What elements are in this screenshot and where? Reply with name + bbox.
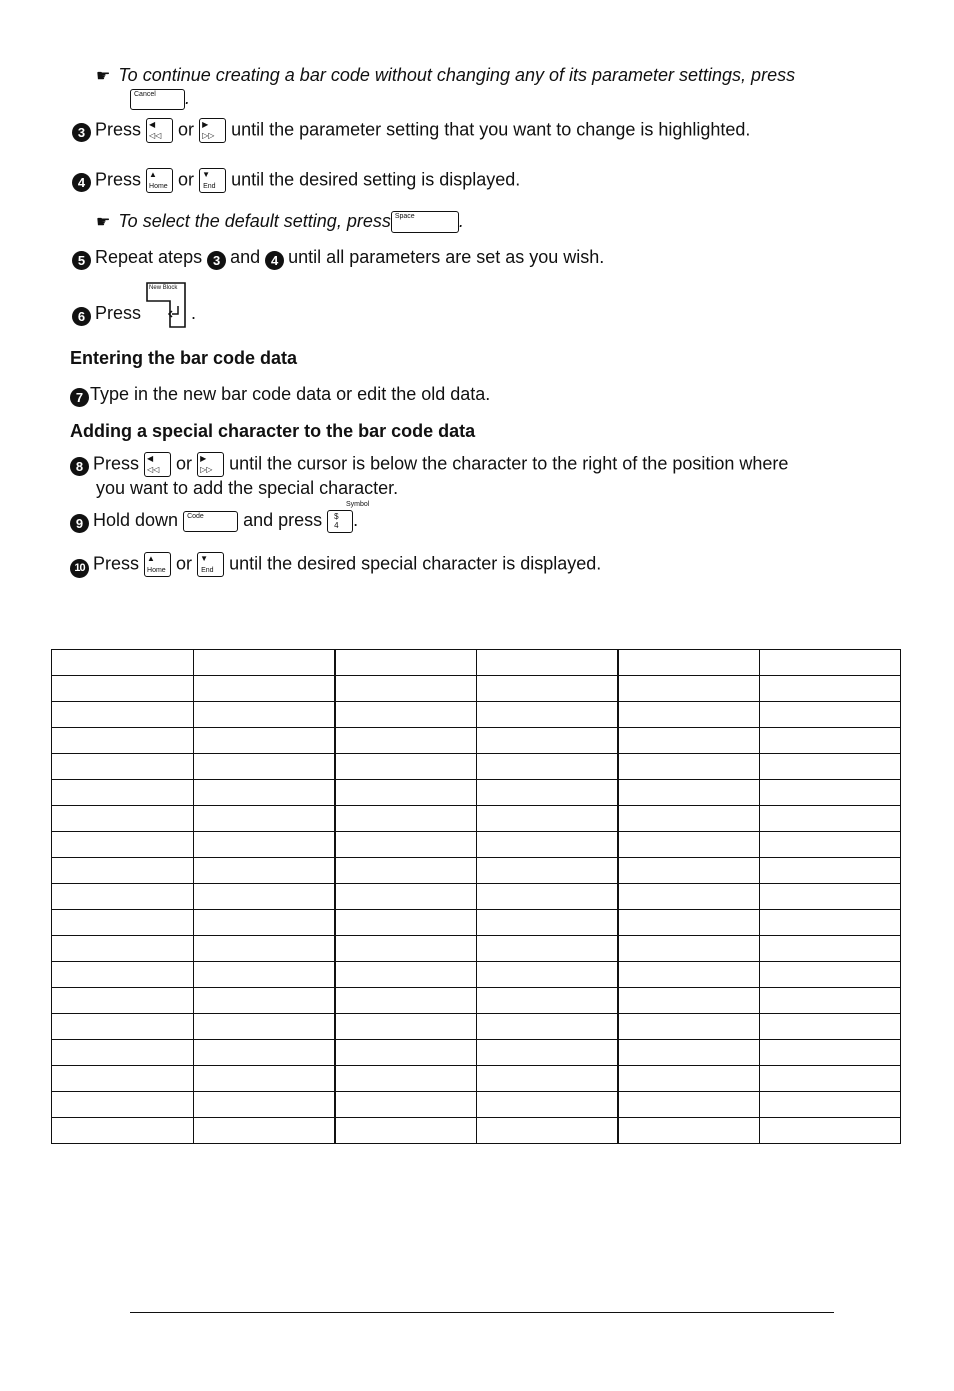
note-continue-text: To continue creating a bar code without changing any of its parameter settings, press	[118, 65, 796, 85]
table-cell	[193, 780, 335, 806]
down-end-key-icon: ▼ End	[197, 552, 224, 577]
table-cell	[476, 1118, 618, 1144]
table-cell	[335, 806, 477, 832]
table-cell	[759, 1092, 901, 1118]
table-cell	[193, 936, 335, 962]
table-row	[52, 910, 901, 936]
table-row	[52, 1066, 901, 1092]
table-row	[52, 754, 901, 780]
table-cell	[52, 936, 194, 962]
table-cell	[335, 884, 477, 910]
right-arrow-key-icon: ▶ ▷▷	[199, 118, 226, 143]
table-row	[52, 936, 901, 962]
table-cell	[476, 650, 618, 676]
table-cell	[335, 676, 477, 702]
table-cell	[618, 1118, 760, 1144]
table-row	[52, 832, 901, 858]
table-cell	[193, 676, 335, 702]
table-cell	[618, 754, 760, 780]
step-reference: 3	[207, 251, 226, 270]
step-number: 9	[70, 514, 89, 533]
table-row	[52, 728, 901, 754]
table-cell	[618, 806, 760, 832]
table-cell	[335, 1040, 477, 1066]
table-cell	[476, 1066, 618, 1092]
table-cell	[193, 1092, 335, 1118]
table-cell	[476, 754, 618, 780]
step-number: 3	[72, 123, 91, 142]
right-arrow-key-icon: ▶ ▷▷	[197, 452, 224, 477]
table-cell	[335, 1066, 477, 1092]
table-cell	[476, 962, 618, 988]
table-cell	[476, 1092, 618, 1118]
step-3: 3 Press ◀ ◁◁ or ▶ ▷▷ until the parameter setting that you want to change is highlighted.	[72, 118, 750, 143]
table-cell	[759, 702, 901, 728]
table-row	[52, 988, 901, 1014]
table-cell	[335, 702, 477, 728]
table-row	[52, 962, 901, 988]
table-cell	[52, 884, 194, 910]
table-cell	[759, 858, 901, 884]
table-cell	[52, 702, 194, 728]
table-cell	[335, 1014, 477, 1040]
section-heading-entering: Entering the bar code data	[70, 348, 298, 368]
table-cell	[476, 936, 618, 962]
table-cell	[476, 780, 618, 806]
table-cell	[476, 884, 618, 910]
table-cell	[759, 988, 901, 1014]
table-row	[52, 1014, 901, 1040]
table-cell	[193, 754, 335, 780]
step-number: 6	[72, 307, 91, 326]
table-cell	[618, 936, 760, 962]
step-8-line2: you want to add the special character.	[96, 478, 399, 498]
table-row	[52, 1092, 901, 1118]
table-cell	[759, 1066, 901, 1092]
step-10: 10 Press ▲ Home or ▼ End until the desired special character is displayed.	[70, 552, 601, 578]
table-cell	[618, 1092, 760, 1118]
table-cell	[193, 806, 335, 832]
table-cell	[52, 832, 194, 858]
table-cell	[193, 650, 335, 676]
table-cell	[52, 962, 194, 988]
table-cell	[618, 1014, 760, 1040]
table-row	[52, 676, 901, 702]
footer-divider	[130, 1312, 834, 1313]
up-home-key-icon: ▲ Home	[144, 552, 171, 577]
table-cell	[759, 910, 901, 936]
table-cell	[52, 1118, 194, 1144]
table-cell	[618, 962, 760, 988]
symbol-key-label: Symbol	[346, 501, 370, 508]
table-cell	[335, 988, 477, 1014]
step-4: 4 Press ▲ Home or ▼ End until the desired setting is displayed.	[72, 168, 520, 193]
table-cell	[193, 702, 335, 728]
table-cell	[335, 832, 477, 858]
table-cell	[618, 884, 760, 910]
table-cell	[759, 650, 901, 676]
table-cell	[193, 962, 335, 988]
table-cell	[193, 884, 335, 910]
table-cell	[193, 988, 335, 1014]
table-cell	[335, 858, 477, 884]
table-cell	[759, 1040, 901, 1066]
table-cell	[476, 832, 618, 858]
table-cell	[335, 962, 477, 988]
table-cell	[335, 650, 477, 676]
table-cell	[759, 962, 901, 988]
cancel-key-icon: Cancel	[130, 89, 185, 110]
table-cell	[193, 1040, 335, 1066]
table-cell	[759, 832, 901, 858]
table-cell	[618, 910, 760, 936]
table-cell	[618, 650, 760, 676]
pointing-hand-icon: ☛	[96, 68, 111, 85]
table-row	[52, 650, 901, 676]
space-key-icon: Space	[391, 211, 459, 233]
table-cell	[335, 910, 477, 936]
section-heading-special: Adding a special character to the bar code data	[70, 421, 476, 441]
table-cell	[476, 806, 618, 832]
table-cell	[759, 754, 901, 780]
table-row	[52, 1040, 901, 1066]
table-cell	[759, 884, 901, 910]
table-cell	[759, 676, 901, 702]
step-number: 4	[72, 173, 91, 192]
table-cell	[476, 728, 618, 754]
left-arrow-key-icon: ◀ ◁◁	[146, 118, 173, 143]
table-row	[52, 884, 901, 910]
table-cell	[618, 780, 760, 806]
table-cell	[52, 1092, 194, 1118]
table-row	[52, 702, 901, 728]
table-cell	[193, 832, 335, 858]
step-8: 8 Press ◀ ◁◁ or ▶ ▷▷ until the cursor is below the character to the right of the position where	[70, 452, 788, 477]
table-cell	[335, 728, 477, 754]
step-reference: 4	[265, 251, 284, 270]
note-default: ☛ To select the default setting, press Space .	[96, 210, 464, 234]
table-cell	[52, 780, 194, 806]
table-cell	[335, 1118, 477, 1144]
step-number: 7	[70, 388, 89, 407]
table-cell	[476, 702, 618, 728]
table-cell	[618, 702, 760, 728]
code-key-icon: Code	[183, 511, 238, 532]
table-cell	[759, 780, 901, 806]
table-row	[52, 858, 901, 884]
note-continue	[96, 64, 795, 88]
table-cell	[618, 1066, 760, 1092]
table-cell	[618, 988, 760, 1014]
table-cell	[335, 754, 477, 780]
table-cell	[52, 1066, 194, 1092]
table-cell	[476, 1040, 618, 1066]
table-cell	[476, 910, 618, 936]
table-cell	[335, 936, 477, 962]
table-cell	[52, 728, 194, 754]
pointing-hand-icon: ☛	[96, 214, 111, 231]
table-row	[52, 806, 901, 832]
table-cell	[52, 1014, 194, 1040]
table-cell	[476, 858, 618, 884]
table-cell	[193, 728, 335, 754]
table-cell	[193, 1014, 335, 1040]
step-number: 8	[70, 457, 89, 476]
table-cell	[759, 806, 901, 832]
table-cell	[193, 1118, 335, 1144]
down-end-key-icon: ▼ End	[199, 168, 226, 193]
table-cell	[52, 754, 194, 780]
table-cell	[193, 1066, 335, 1092]
table-cell	[193, 858, 335, 884]
dollar-4-key-icon: $ 4	[327, 510, 353, 533]
table-cell	[193, 910, 335, 936]
step-7: 7 Type in the new bar code data or edit the old data.	[70, 383, 490, 407]
table-cell	[52, 650, 194, 676]
step-6: 6 Press New Block .	[72, 292, 196, 336]
table-cell	[335, 780, 477, 806]
table-cell	[618, 832, 760, 858]
table-cell	[618, 858, 760, 884]
note-continue-line2: Cancel .	[130, 87, 190, 110]
step-number: 5	[72, 251, 91, 270]
left-arrow-key-icon: ◀ ◁◁	[144, 452, 171, 477]
enter-key-icon: New Block	[146, 292, 186, 336]
table-cell	[52, 676, 194, 702]
table-cell	[52, 988, 194, 1014]
table-row	[52, 1118, 901, 1144]
table-cell	[335, 1092, 477, 1118]
step-5: 5 Repeat ateps 3 and 4 until all parameters are set as you wish.	[72, 246, 604, 270]
table-cell	[618, 1040, 760, 1066]
table-cell	[52, 858, 194, 884]
table-cell	[476, 1014, 618, 1040]
table-cell	[618, 728, 760, 754]
table-cell	[759, 728, 901, 754]
table-cell	[52, 910, 194, 936]
table-cell	[476, 988, 618, 1014]
up-home-key-icon: ▲ Home	[146, 168, 173, 193]
table-cell	[52, 1040, 194, 1066]
special-character-table	[51, 649, 901, 1144]
table-cell	[759, 936, 901, 962]
step-number: 10	[70, 559, 89, 578]
step-9: 9 Hold down Code and press $ 4 .	[70, 509, 358, 533]
table-cell	[618, 676, 760, 702]
table-cell	[476, 676, 618, 702]
table-cell	[759, 1014, 901, 1040]
table-cell	[52, 806, 194, 832]
table-row	[52, 780, 901, 806]
table-cell	[759, 1118, 901, 1144]
